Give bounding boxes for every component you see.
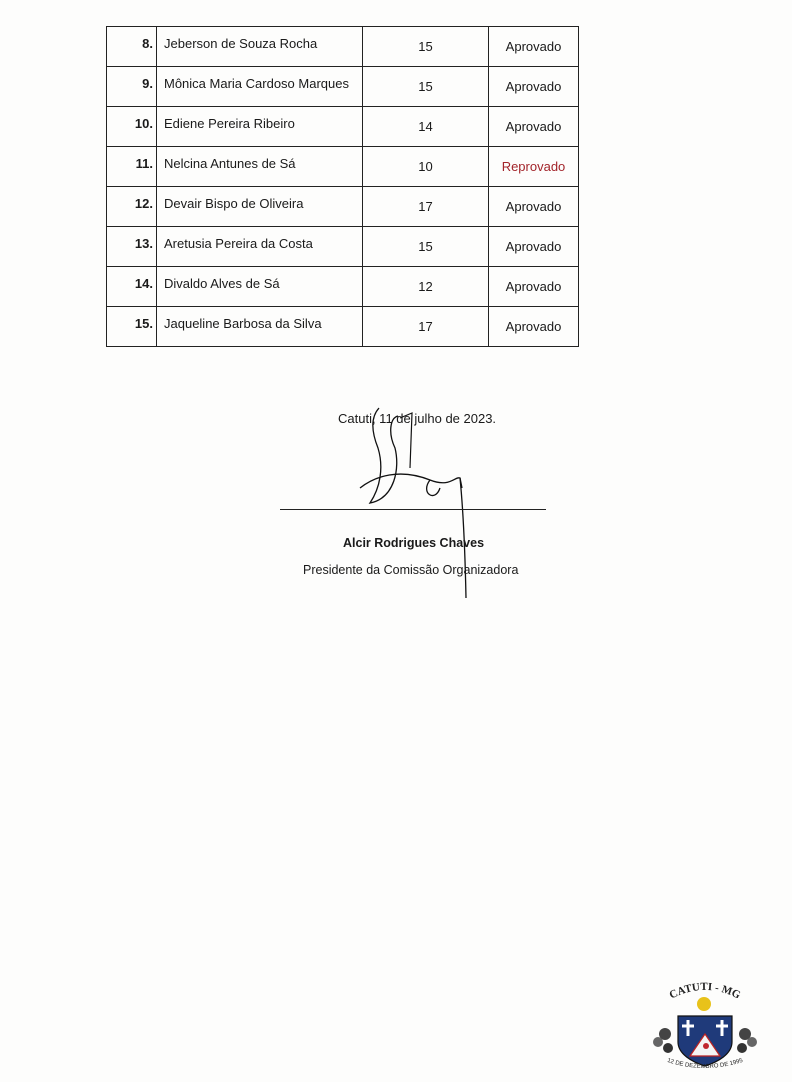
table-row bbox=[107, 67, 579, 107]
date-line: Catuti, 11 de julho de 2023. bbox=[338, 411, 497, 426]
candidate-status: Aprovado bbox=[489, 67, 579, 107]
municipal-seal-icon bbox=[640, 976, 770, 1072]
signer-role: Presidente da Comissão Organizadora bbox=[303, 563, 519, 577]
candidate-status: Aprovado bbox=[489, 107, 579, 147]
candidate-score: 15 bbox=[363, 67, 489, 107]
table-row bbox=[107, 267, 579, 307]
row-number: 15. bbox=[107, 307, 157, 347]
candidate-name: Jeberson de Souza Rocha bbox=[157, 27, 363, 67]
candidate-score: 14 bbox=[363, 107, 489, 147]
candidate-score: 15 bbox=[363, 27, 489, 67]
candidate-name: Nelcina Antunes de Sá bbox=[157, 147, 363, 187]
seal-motto: 12 DE DEZEMBRO DE 1995 bbox=[666, 1057, 744, 1071]
candidate-name: Aretusia Pereira da Costa bbox=[157, 227, 363, 267]
table-row bbox=[107, 147, 579, 187]
candidate-score: 17 bbox=[363, 307, 489, 347]
table-row bbox=[107, 187, 579, 227]
candidate-score: 12 bbox=[363, 267, 489, 307]
signature-line bbox=[280, 509, 546, 510]
table-row bbox=[107, 227, 579, 267]
candidate-name: Ediene Pereira Ribeiro bbox=[157, 107, 363, 147]
table-row bbox=[107, 307, 579, 347]
signer-name: Alcir Rodrigues Chaves bbox=[343, 536, 485, 550]
table-row bbox=[107, 107, 579, 147]
row-number: 10. bbox=[107, 107, 157, 147]
candidate-score: 15 bbox=[363, 227, 489, 267]
candidate-score: 17 bbox=[363, 187, 489, 227]
candidate-status: Reprovado bbox=[489, 147, 579, 187]
candidate-name: Devair Bispo de Oliveira bbox=[157, 187, 363, 227]
table-row bbox=[107, 27, 579, 67]
candidate-name: Divaldo Alves de Sá bbox=[157, 267, 363, 307]
candidate-status: Aprovado bbox=[489, 27, 579, 67]
row-number: 14. bbox=[107, 267, 157, 307]
candidate-score: 10 bbox=[363, 147, 489, 187]
row-number: 13. bbox=[107, 227, 157, 267]
candidate-status: Aprovado bbox=[489, 307, 579, 347]
seal-sun-icon bbox=[697, 997, 711, 1011]
seal-text: CATUTI - MG bbox=[667, 980, 743, 1002]
results-table bbox=[106, 26, 579, 347]
row-number: 8. bbox=[107, 27, 157, 67]
row-number: 11. bbox=[107, 147, 157, 187]
candidate-status: Aprovado bbox=[489, 267, 579, 307]
row-number: 12. bbox=[107, 187, 157, 227]
candidate-status: Aprovado bbox=[489, 227, 579, 267]
candidate-name: Mônica Maria Cardoso Marques bbox=[157, 67, 363, 107]
candidate-name: Jaqueline Barbosa da Silva bbox=[157, 307, 363, 347]
row-number: 9. bbox=[107, 67, 157, 107]
candidate-status: Aprovado bbox=[489, 187, 579, 227]
results-table-body bbox=[107, 27, 579, 347]
